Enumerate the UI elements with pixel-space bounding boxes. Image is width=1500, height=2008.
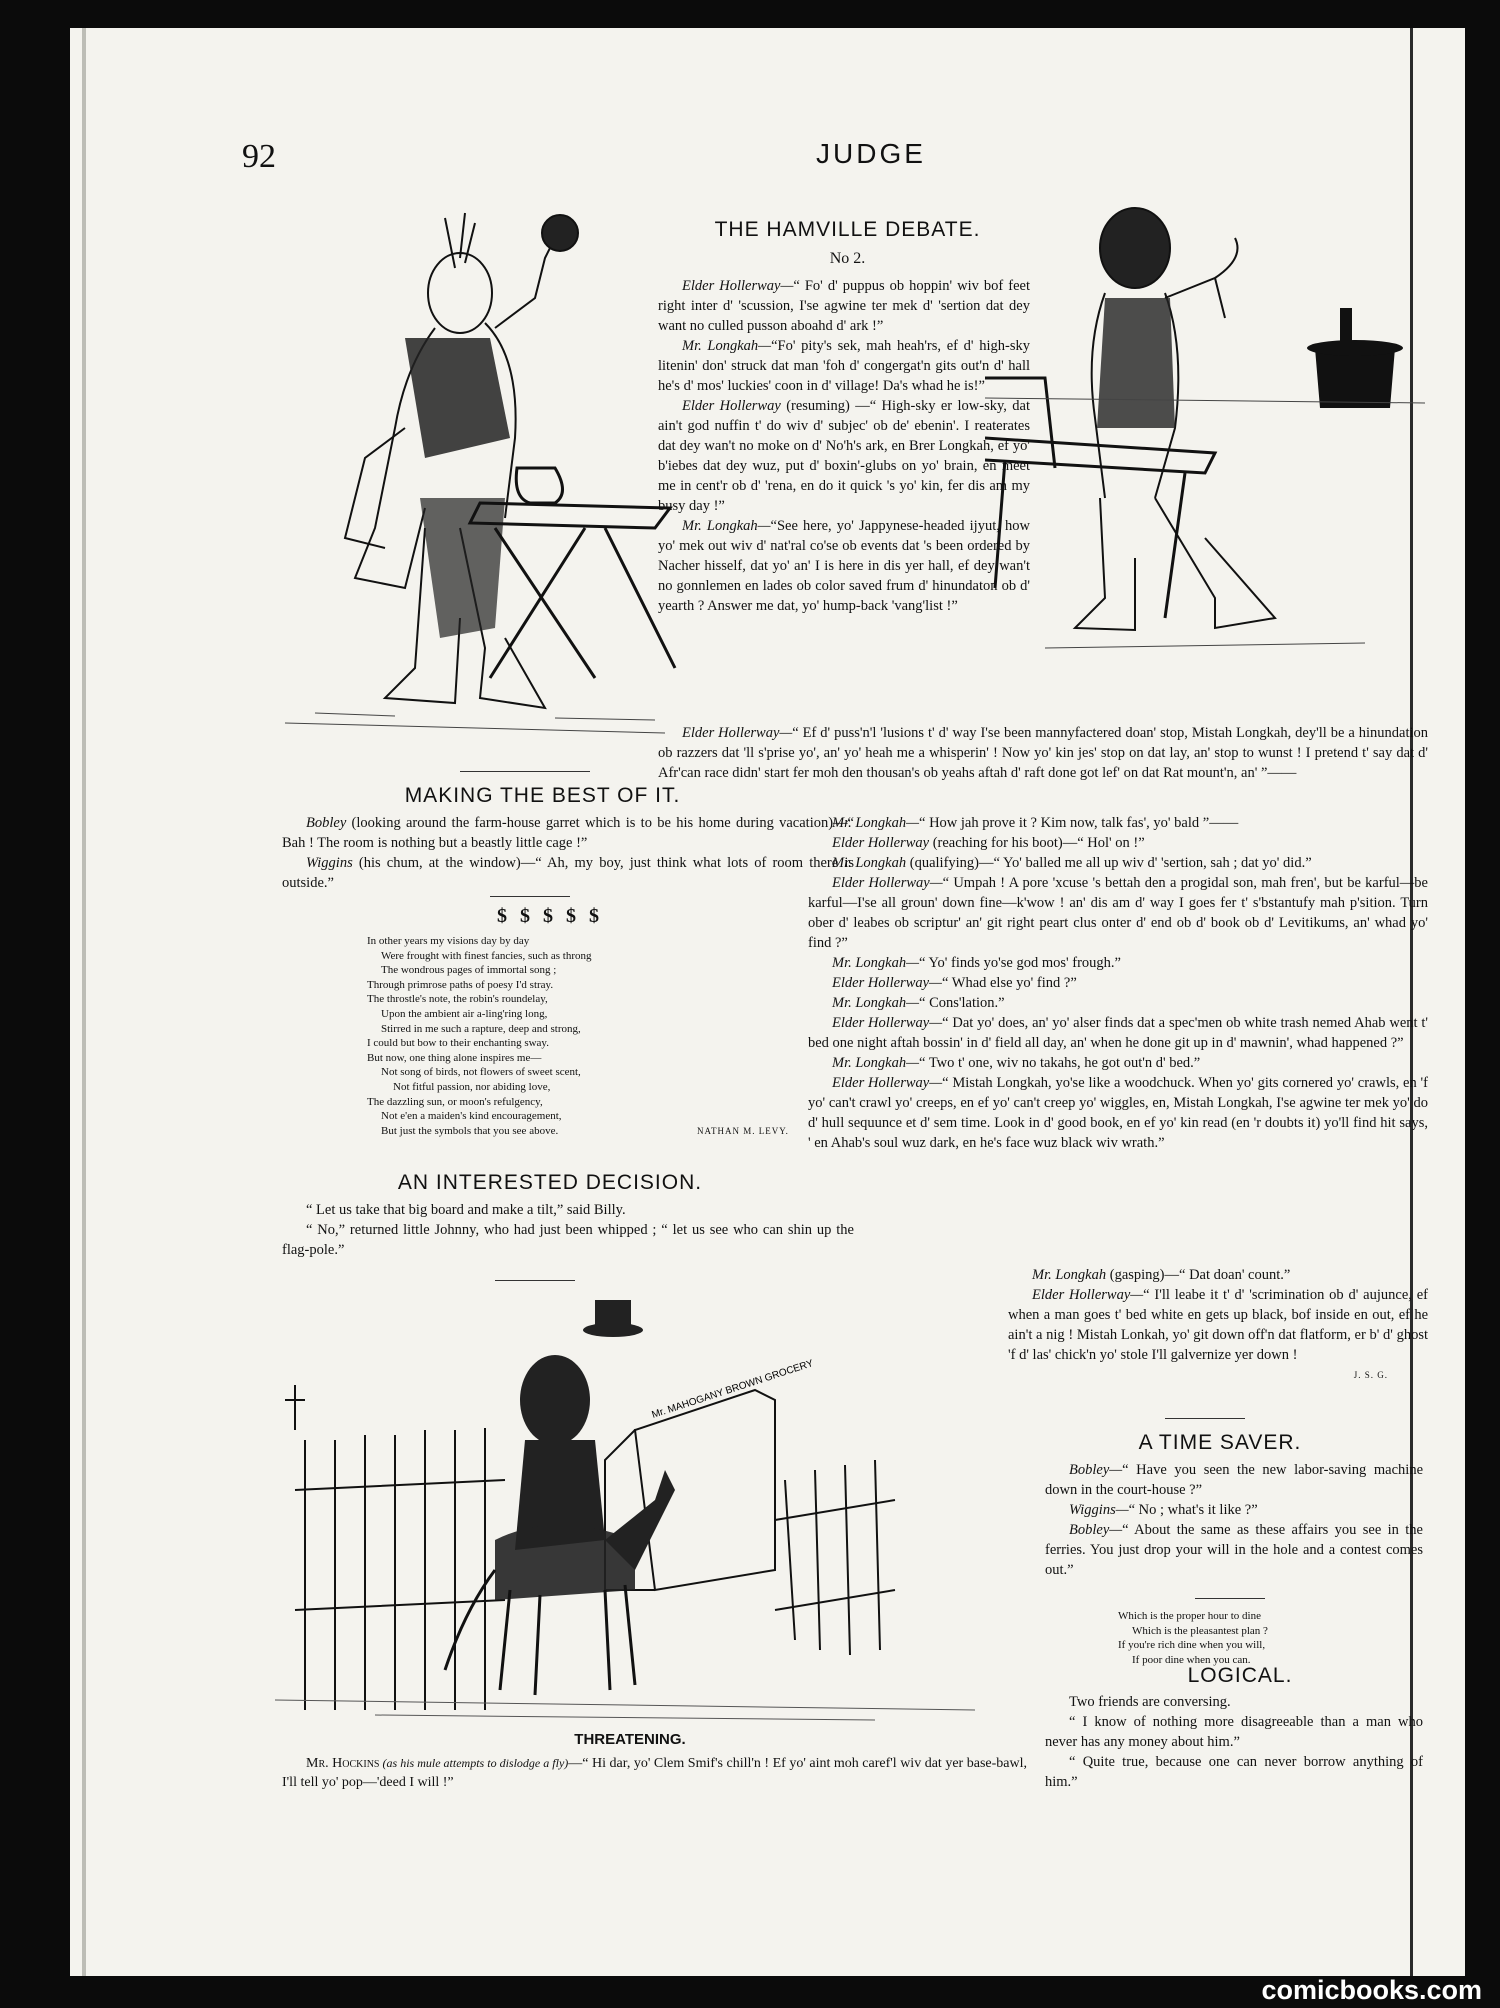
debate-wide-paragraph <box>658 723 1428 783</box>
threatening-text: Mr. Hockins (as his mule attempts to dislodge a fly)—“ Hi dar, yo' Clem Smif's chill'n ! Ef yo' aint moh caref'l wiv dat yer base-bawl, I'll tell yo' pop—'deed I will !” <box>282 1756 1027 1790</box>
divider <box>1195 1598 1265 1599</box>
debate-paragraph: Mr. Longkah (gasping)—“ Dat doan' count.” <box>1032 1267 1291 1283</box>
debate-paragraph: Mr. Longkah—“ How jah prove it ? Kim now, talk fas', yo' bald ”—— <box>832 815 1239 831</box>
divider <box>495 1280 575 1281</box>
debate-number: No 2. <box>829 250 866 267</box>
debate-paragraph: Elder Hollerway (resuming) —“ High-sky er low-sky, dat ain't god nuffin t' do wiv d' subjec' ob de' ebenin'. I reaterates dat dey wan't no moke on d' No'h's ark, en Brer Longkah, ef yo' b'iebes dat dey wuz, put d' boxin'-glubs on yo' brain, en meet me in cent'r ob d' 'rena, en do it quick 's yo' kin, fer dis am my busy day !” <box>658 398 1030 514</box>
binding-edge <box>82 28 86 1976</box>
time-saver-text: Bobley—“ Have you seen the new labor-saving machine down in the court-house ?” Wiggins—“ No ; what's it like ?” Bobley—“ About the same as these affairs you see in the ferries. You just drop your will in the hole and a contest comes out.” <box>1045 1462 1423 1578</box>
poem-title: $ $ $ $ $ <box>497 905 603 927</box>
debate-paragraph: Elder Hollerway (reaching for his boot)—“ Hol' on !” <box>832 835 1145 851</box>
debate-paragraph: Mr. Longkah—“See here, yo' Jappynese-headed ijyut, how yo' mek out wiv d' nat'ral co'se ob events dat 's been ordered by Nacher hisself, dat yo' an' I is here in dis yer hall, ef dey wan't no gonnlemen en lades ob color saved frum d' hinundaton ob d' yearth ? Answer me dat, yo' hump-back 'vang'list !” <box>658 518 1030 614</box>
dining-verse: Which is the proper hour to dine Which is the pleasantest plan ? If you're rich dine when you will, If poor dine when you can. <box>1118 1610 1268 1666</box>
elder-hollerway-illustration <box>255 198 690 748</box>
threatening-caption: THREATENING. <box>574 1731 686 1748</box>
debate-paragraph: Elder Hollerway—“ Mistah Longkah, yo'se like a woodchuck. When yo' gits cornered yo' crawls, en 'f yo' can't crawl yo' creeps, en ef yo' can't creep yo' wiggles, en, Mistah Longkah, I'se agwine ter mek yo' do d' hull sequunce et d' sem time. Look in d' good book, en ef yo' kin read (en 'r doubts it) yo'll find hit says, ' en Ahab's soul wuz dark, en he's face wuz black wiv wrath.” <box>808 1075 1428 1151</box>
debate-paragraph: Elder Hollerway—“ Whad else yo' find ?” <box>832 975 1077 991</box>
debate-paragraph: Elder Hollerway—“ Umpah ! A pore 'xcuse 's bettah den a progidal son, mah fren', but be karful—be karful—I'se all groun' down fine—k'wow ! an' dis am d' way I goes fer t' s'bstantufy mah p'sition. Turn ober d' leabes ob scriptur' an' git right peart clus onter d' end ob d' book ob d' Levitikums, an' whad yo' find ?” <box>808 875 1428 951</box>
debate-paragraph: Mr. Longkah—“ Yo' finds yo'se god mos' frough.” <box>832 955 1121 971</box>
interested-text: “ Let us take that big board and make a tilt,” said Billy. “ No,” returned little Johnny, who had just been whipped ; “ let us see who can shin up the flag-pole.” <box>282 1202 854 1258</box>
time-saver-title: A TIME SAVER. <box>1138 1431 1302 1454</box>
divider <box>490 896 570 897</box>
watermark: comicbooks.com <box>1261 1975 1482 2005</box>
debate-signature: J. S. G. <box>1353 1370 1388 1380</box>
interested-title: AN INTERESTED DECISION. <box>397 1171 703 1194</box>
logical-title: LOGICAL. <box>1187 1664 1293 1687</box>
debate-lower-column <box>1008 1265 1428 1385</box>
grocery-sign-text: Mr. MAHOGANY BROWN GROCERY <box>650 1358 815 1421</box>
debate-paragraph: Elder Hollerway—“ Fo' d' puppus ob hoppin' wiv bof feet right inter d' 'scussion, I'se agwine ter mek d' 'sertion dat dey want no culled pusson aboahd d' ark !” <box>658 278 1030 334</box>
threatening-illustration <box>275 1290 985 1725</box>
making-best-title: MAKING THE BEST OF IT. <box>404 784 681 807</box>
masthead: JUDGE <box>816 138 926 169</box>
divider <box>460 771 590 772</box>
debate-paragraph: Elder Hollerway—“ Ef d' puss'n'l 'lusions t' d' way I'se been mannyfactered doan' stop, Mistah Longkah, dey'll be a hinundation ob razzers dat 'll s'prise yo', an' yo' heah me a whisperin' ! Now yo' kin jes' stop on dat lay, an' stop to wunst ! I pretend t' say dat d' Afr'can race didn' start fer moh den thousan's ob yeahs aftah d' raft done got lef' on dat Rat mount'n, an' ”—— <box>658 725 1429 781</box>
magazine-page <box>70 28 1465 1976</box>
debate-paragraph: Mr. Longkah—“ Two t' one, wiv no takahs, he got out'n d' bed.” <box>832 1055 1201 1071</box>
divider <box>1165 1418 1245 1419</box>
mr-longkah-illustration <box>985 198 1435 658</box>
debate-title: THE HAMVILLE DEBATE. <box>714 218 981 241</box>
page-number: 92 <box>242 138 276 175</box>
poem: In other years my visions day by day Were frought with finest fancies, such as throng The wondrous pages of immortal song ; Through primrose paths of poesy I'd stray. The throstle's note, the robin's roundelay, Upon the ambient air a-ling'ring long, Stirred in me such a rapture, deep and strong, I could but bow to their enchanting sway. But now, one thing alone inspires me— Not song of birds, not flowers of sweet scent, Not fitful passion, nor abiding love, The dazzling sun, or moon's refulgency, Not e'en a maiden's kind encouragement, But just the symbols that you see above. NATHAN M. LEVY. <box>367 935 789 1137</box>
debate-paragraph: Elder Hollerway—“ Dat yo' does, an' yo' alser finds dat a spec'men ob white trash nemed Ahab went t' bed one night aftah bossin' in d' field all day, an' when he done git up in d' mawnin', whad happened ?” <box>808 1015 1428 1051</box>
debate-paragraph: Mr. Longkah—“Fo' pity's sek, mah heah'rs, ef d' high-sky litenin' don' struck dat man 'foh d' congergat'n gits out'n d' hall he's d' mos' luckies' coon in d' village! Da's whad he is!” <box>658 338 1030 394</box>
debate-top-column <box>658 276 1030 616</box>
debate-paragraph: Elder Hollerway—“ I'll leabe it t' d' 'scrimination ob d' aujunce, ef when a man goes t' bed white en gets up black, bof inside en out, ef he ain't a nig ! Mistah Lonkah, yo' git down off'n dat flatform, er b' d' ghost 'f d' las' chick'n yo' stole I'll galvernize yer down ! <box>1008 1287 1428 1363</box>
debate-right-column <box>808 813 1428 1153</box>
logical-text: Two friends are conversing. “ I know of nothing more disagreeable than a man who never has any money about him.” “ Quite true, because one can never borrow anything of him.” <box>1045 1694 1423 1790</box>
debate-paragraph: Mr. Longkah (qualifying)—“ Yo' balled me all up wiv d' 'sertion, sah ; dat yo' did.” <box>832 855 1312 871</box>
poem-author: NATHAN M. LEVY. <box>697 1125 789 1136</box>
making-best-text: Bobley (looking around the farm-house garret which is to be his home during vacation)—“ Bah ! The room is nothing but a beastly little cage !” Wiggins (his chum, at the window)—“ Ah, my boy, just think what lots of room there is outside.” <box>282 815 854 891</box>
debate-paragraph: Mr. Longkah—“ Cons'lation.” <box>832 995 1005 1011</box>
